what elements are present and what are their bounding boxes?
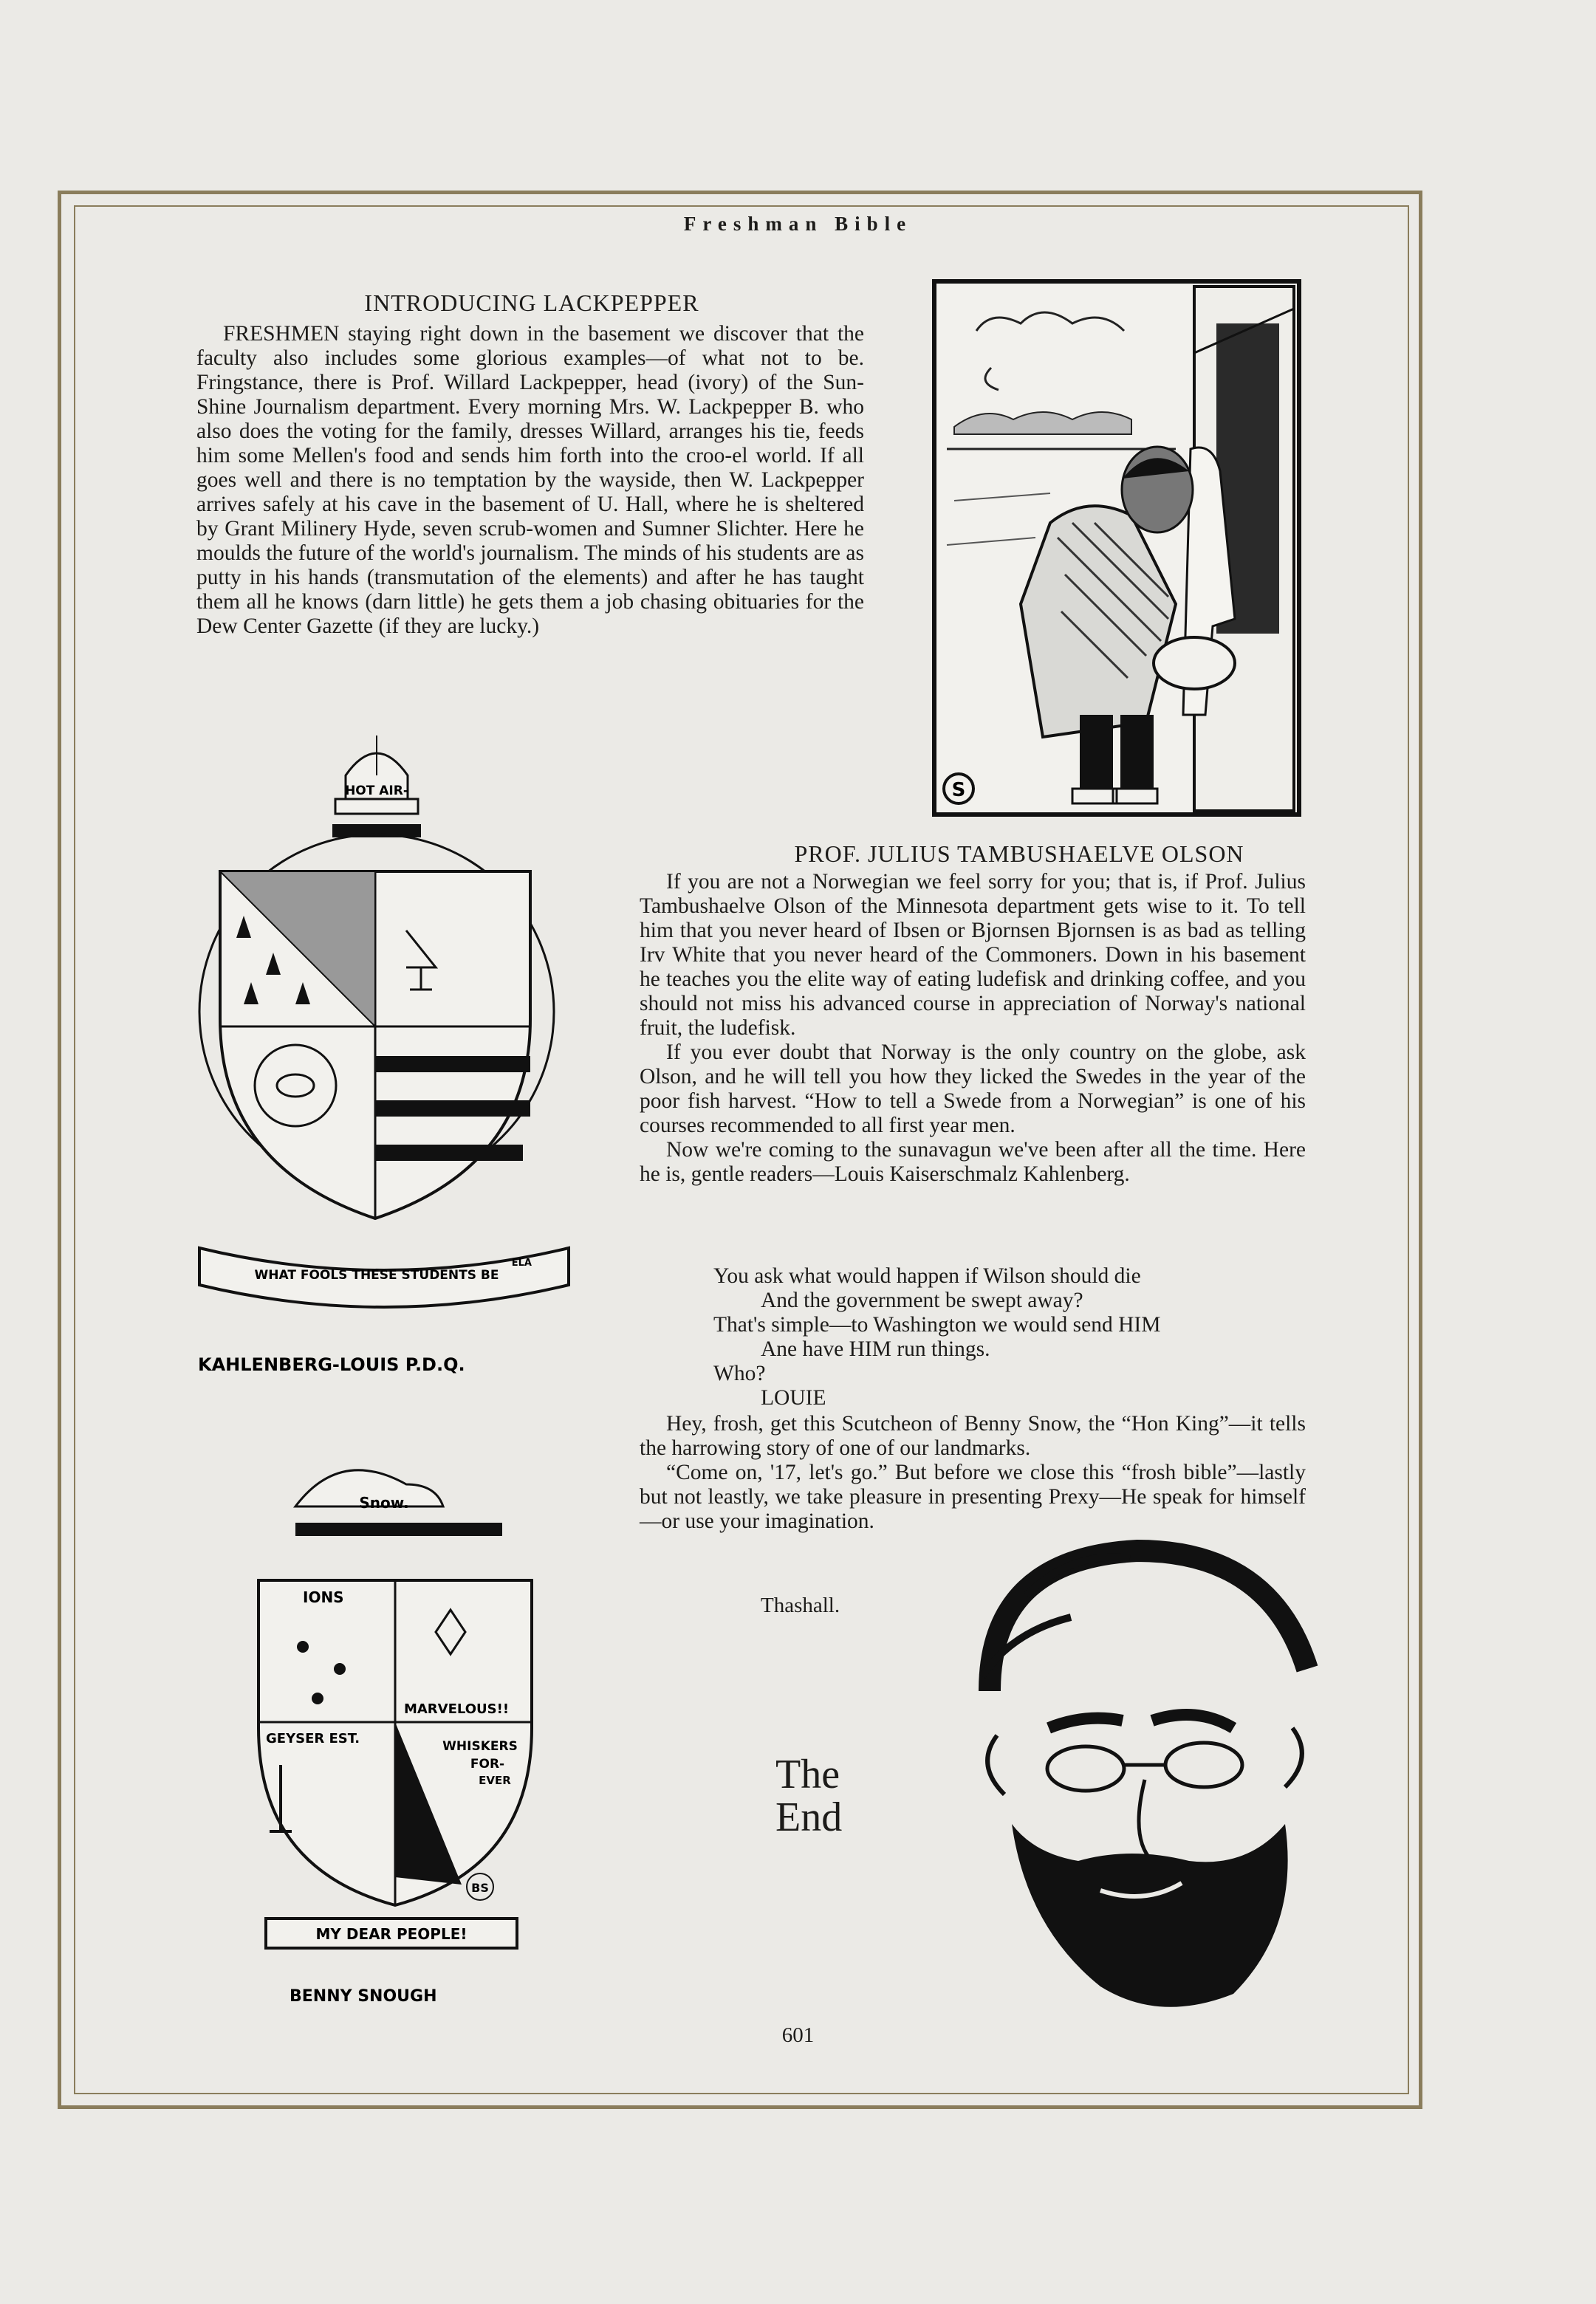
crest2-quarter4-line2: FOR- [470,1757,505,1772]
benny-snow-crest [236,1455,561,2016]
crest2-caption: BENNY SNOUGH [290,1987,437,2006]
prexy-caricature [967,1543,1315,2016]
running-head: Freshman Bible [683,213,913,235]
verse-line-3: That's simple—to Washington we would send HIM [713,1313,1161,1337]
lackpepper-paragraph: FRESHMEN staying right down in the basement we discover that the faculty also includes some glorious examples—of what not to be. Fringstance, there is Prof. Willard Lackpepper, head (ivory) of the Sun-Shine Journalism department. Every morning Mrs. W. Lackpepper B. who also does the voting for the family, dresses Willard, arranges his tie, feeds him some Mellen's food and sends him forth into the croo-el world. If all goes well and there is no temptation by the wayside, then W. Lackpepper arrives safely at his cave in the basement of U. Hall, where he is sheltered by Grant Milinery Hyde, seven scrub-women and Sumner Slichter. Here he moulds the future of the world's journalism. The minds of his students are as putty in his hands (transmutation of the elements) and after he has taught them all he knows (darn little) he gets them a job chasing obituaries for the Dew Center Gazette (if they are lucky.) [196,322,864,638]
verse-line-1: You ask what would happen if Wilson should die [713,1264,1141,1288]
verse-line-4: Ane have HIM run things. [761,1337,990,1361]
crest1-motto: WHAT FOOLS THESE STUDENTS BE [254,1268,499,1283]
crest1-motto-mark: ELA [511,1258,532,1269]
verse-line-2: And the government be swept away? [761,1289,1083,1312]
crest1-helmet-label: HOT AIR- [345,784,408,798]
verse-block [713,1264,1319,1410]
olson-article [640,870,1306,1187]
olson-heading: PROF. JULIUS TAMBUSHAELVE OLSON [794,840,1244,867]
page-number: 601 [781,2023,815,2047]
crest2-quarter4-line3: EVER [479,1774,511,1787]
crest2-quarter3: GEYSER EST. [266,1731,360,1746]
olson-paragraph-1: If you are not a Norwegian we feel sorry for you; that is, if Prof. Julius Tambushaelve Olson of the Minnesota department gets wise to it. To tell him that you never heard of Ibsen or Bjornsen Bjornsen is as bad as telling Irv White that you never heard of the Commoners. Down in his basement he teaches you the elite way of eating ludefisk and drinking coffee, and you should not miss his advanced course in appreciation of Norway's national fruit, the ludefisk. [640,870,1306,1040]
kahlenberg-crest [185,731,583,1381]
olson-paragraph-2: If you ever doubt that Norway is the only country on the globe, ask Olson, and he will tell you how they licked the Swedes in the year of the poor fish harvest. “How to tell a Swede from a Norwegian” is one of his courses recommended to all first year men. [640,1040,1306,1137]
crest2-quarter2: MARVELOUS!! [403,1701,510,1717]
lackpepper-heading: INTRODUCING LACKPEPPER [364,289,699,316]
the-end [775,1753,842,1839]
the-end-line-2: End [775,1794,843,1840]
cartoon-signature: S [951,779,966,801]
lackpepper-cartoon [932,279,1301,817]
signoff: Thashall. [761,1594,840,1617]
lackpepper-article [196,322,864,639]
crest1-caption: KAHLENBERG-LOUIS P.D.Q. [198,1354,465,1375]
crest2-motto: MY DEAR PEOPLE! [315,1925,468,1943]
closing-paragraph-2: “Come on, '17, let's go.” But before we close this “frosh bible”—lastly but not leastly, we take pleasure in presenting Prexy—He speak for himself—or use your imagination. [640,1461,1306,1533]
crest2-quarter4-line1: WHISKERS [442,1739,518,1754]
closing-block [640,1412,1306,1534]
crest2-helmet-label: Snow. [359,1494,409,1512]
closing-paragraph-1: Hey, frosh, get this Scutcheon of Benny Snow, the “Hon King”—it tells the harrowing story of one of our landmarks. [640,1412,1306,1460]
verse-line-6: LOUIE [761,1386,826,1410]
verse-line-5: Who? [713,1362,766,1385]
crest2-quarter1: IONS [303,1588,344,1606]
olson-paragraph-3: Now we're coming to the sunavagun we've been after all the time. Here he is, gentle readers—Louis Kaiserschmalz Kahlenberg. [640,1138,1306,1186]
crest2-monogram: BS [471,1881,489,1895]
the-end-line-1: The [775,1752,840,1797]
